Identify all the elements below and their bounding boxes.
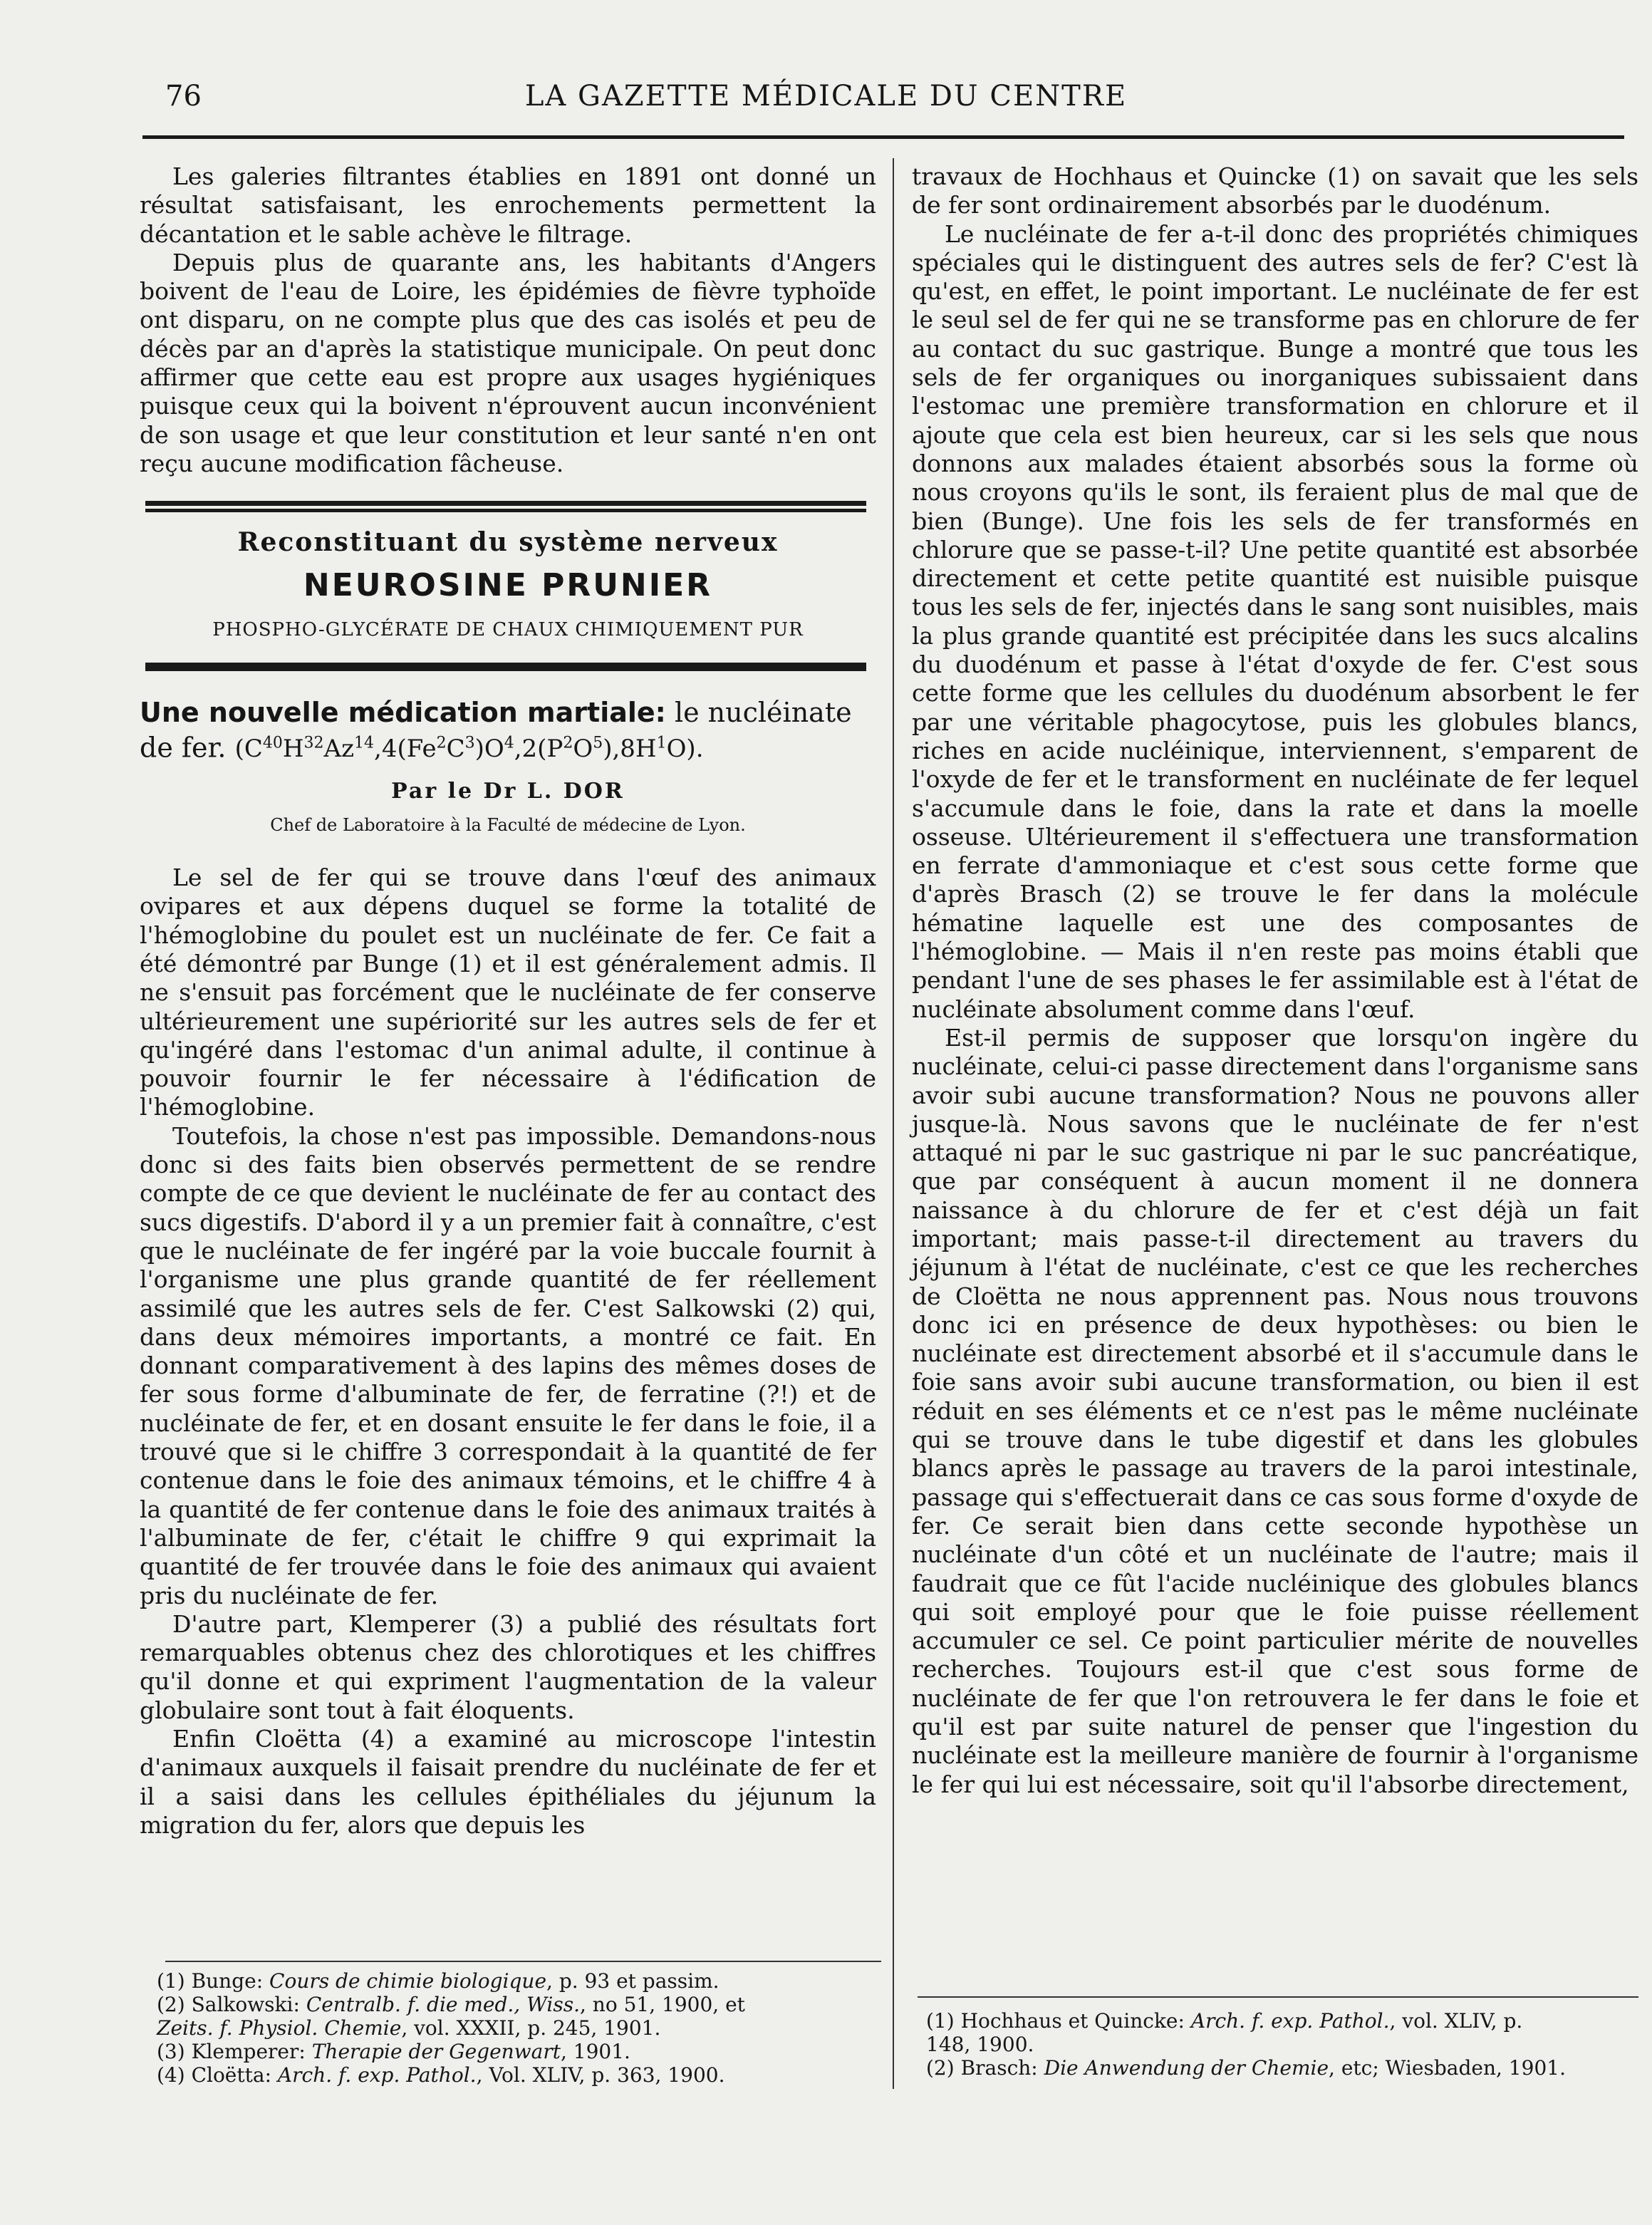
- formula-superscript: 2: [436, 735, 447, 753]
- article-paragraph: Est-il permis de supposer que lorsqu'on ingère du nucléinate, celui-ci passe directement dans l'organisme sans avoir subi aucune transformation? Nous ne pouvons aller jusque-là. Nous savons que le nucléinate de fer n'est attaqué ni par le suc gastrique ni par le suc pancréatique, que par conséquent à aucun moment il ne donnera naissance à du chlorure de fer et c'est déjà un fait important; mais passe-t-il directement au travers du jéjunum à l'état de nucléinate, c'est ce que les recherches de Cloëtta ne nous apprennent pas. Nous nous trouvons donc ici en présence de deux hypothèses: ou bien le nucléinate est directement absorbé et il s'accumule dans le foie sans avoir subi aucune transformation, ou bien il est réduit en ses éléments et ce n'est pas le même nucléinate qui se trouve dans le tube digestif et dans les globules blancs après le passage au travers de la paroi intestinale, passage qui s'effectuerait dans ce cas sous forme d'oxyde de fer. Ce serait bien dans cette seconde hypothèse un nucléinate d'un côté et un nucléinate de l'autre; mais il faudrait que ce fût l'acide nucléinique des globules blancs qui soit employé pour que le foie puisse réellement accumuler ce sel. Ce point particulier mérite de nouvelles recherches. Toujours est-il que c'est sous forme de nucléinate de fer que l'on retrouvera le fer dans le foie et qu'il est par suite naturel de penser que l'ingestion du nucléinate est la meilleure manière de fournir à l'organisme le fer qui lui est nécessaire, soit qu'il l'absorbe directement,: [912, 1023, 1638, 1798]
- article-paragraph: Le sel de fer qui se trouve dans l'œuf des animaux ovipares et aux dépens duquel se forme la totalité de l'hémoglobine du poulet est un nucléinate de fer. Ce fait a été démontré par Bunge (1) et il est généralement admis. Il ne s'ensuit pas forcément que le nucléinate de fer conserve ultérieurement une supériorité sur les autres sels de fer et qu'ingéré dans l'estomac d'un animal adulte, il continue à pouvoir fournir le fer nécessaire à l'édification de l'hémoglobine.: [140, 863, 876, 1121]
- formula-text: )O: [474, 735, 504, 764]
- header-rule: [142, 135, 1624, 139]
- right-column: [912, 162, 1638, 1799]
- formula-text: ,4(Fe: [374, 735, 437, 764]
- formula-superscript: 1: [656, 735, 667, 753]
- formula-superscript: 2: [563, 735, 573, 753]
- article-title-rest: le nucléinate de fer.: [140, 697, 852, 764]
- footnotes-right: [926, 2009, 1631, 2080]
- footnote: (3) Klemperer: Therapie der Gegenwart, 1901.: [157, 2040, 630, 2063]
- page-number: 76: [165, 80, 202, 113]
- author-affiliation: Chef de Laboratoire à la Faculté de médecine de Lyon.: [270, 814, 746, 835]
- formula-superscript: 40: [262, 735, 283, 753]
- ad-subtitle: PHOSPHO-GLYCÉRATE DE CHAUX CHIMIQUEMENT PUR: [212, 618, 804, 640]
- article-paragraph: Toutefois, la chose n'est pas impossible. Demandons-nous donc si des faits bien observés permettent de se rendre compte de ce que devient le nucléinate de fer au contact des sucs digestifs. D'abord il y a un premier fait à connaître, c'est que le nucléinate de fer ingéré par la voie buccale fournit à l'organisme une plus grande quantité de fer réellement assimilé que les autres sels de fer. C'est Salkowski (2) qui, dans deux mémoires importants, a montré ce fait. En donnant comparativement à des lapins des mêmes doses de fer sous forme d'albuminate de fer, de ferratine (?!) et de nucléinate de fer, et en dosant ensuite le fer dans le foie, il a trouvé que si le chiffre 3 correspondait à la quantité de fer contenue dans le foie des animaux témoins, et le chiffre 4 à la quantité de fer contenue dans le foie des animaux traités à l'albuminate de fer, c'était le chiffre 9 qui exprimait la quantité de fer trouvée dans le foie des animaux qui avaient pris du nucléinate de fer.: [140, 1121, 876, 1609]
- ad-bottom-rule: [145, 663, 866, 671]
- formula-superscript: 5: [593, 735, 603, 753]
- formula-text: ),8H: [603, 735, 657, 764]
- article-paragraph: Enfin Cloëtta (4) a examiné au microscope l'intestin d'animaux auxquels il faisait prendre du nucléinate de fer et il a saisi dans les cellules épithéliales du jéjunum la migration du fer, alors que depuis les: [140, 1724, 876, 1839]
- formula-superscript: 32: [303, 735, 324, 753]
- formula-text: C: [446, 735, 465, 764]
- article-paragraph: Le nucléinate de fer a-t-il donc des propriétés chimiques spéciales qui le distinguent des autres sels de fer? C'est là qu'est, en effet, le point important. Le nucléinate de fer est le seul sel de fer qui ne se transforme pas en chlorure de fer au contact du suc gastrique. Bunge a montré que tous les sels de fer organiques ou inorganiques subissaient dans l'estomac une première transformation en chlorure et il ajoute que cela est bien heureux, car si les sels que nous donnons aux malades étaient absorbés sous la forme où nous croyons qu'ils le sont, ils feraient plus de mal que de bien (Bunge). Une fois les sels de fer transformés en chlorure que se passe-t-il? Une petite quantité est absorbée directement et cette petite quantité est nuisible puisque tous les sels de fer, injectés dans le sang sont nuisibles, mais la plus grande quantité est précipitée dans les sucs alcalins du duodénum et passe à l'état d'oxyde de fer. C'est sous cette forme que les cellules du duodénum absorbent le fer par une véritable phagocytose, puis les globules blancs, riches en acide nucléinique, interviennent, s'emparent de l'oxyde de fer et le transforment en nucléinate de fer lequel s'accumule dans le foie, dans la rate et dans la moelle osseuse. Ultérieurement il s'effectuera une transformation en ferrate d'ammoniaque et c'est sous cette forme que d'après Brasch (2) se trouve le fer dans la molécule hématine laquelle est une des composantes de l'hémoglobine. — Mais il n'en reste pas moins établi que pendant l'une de ses phases le fer assimilable est à l'état de nucléinate absolument comme dans l'œuf.: [912, 219, 1638, 1023]
- footnote-rule-right: [918, 1996, 1638, 1998]
- formula-superscript: 14: [354, 735, 375, 753]
- formula-text: (C: [234, 735, 263, 764]
- ad-title: NEUROSINE PRUNIER: [303, 566, 713, 603]
- ad-top-rule: [145, 501, 866, 512]
- formula-text: O).: [666, 735, 704, 764]
- article-title: [140, 697, 876, 764]
- formula-superscript: 3: [464, 735, 475, 753]
- article-paragraph: travaux de Hochhaus et Quincke (1) on savait que les sels de fer sont ordinairement absorbés par le duodénum.: [912, 162, 1638, 219]
- column-divider: [893, 158, 894, 2089]
- formula-text: ,2(P: [514, 735, 563, 764]
- footnote: (4) Cloëtta: Arch. f. exp. Pathol., Vol. XLIV, p. 363, 1900.: [157, 2063, 725, 2087]
- footnote: (1) Bunge: Cours de chimie biologique, p. 93 et passim.: [157, 1969, 719, 1993]
- left-column: [140, 162, 876, 1840]
- formula-text: O: [573, 735, 593, 764]
- footnote: Zeits. f. Physiol. Chemie, vol. XXXII, p. 245, 1901.: [157, 2016, 661, 2040]
- article-title-bold: Une nouvelle médication martiale:: [140, 697, 666, 729]
- intro-paragraph: Depuis plus de quarante ans, les habitants d'Angers boivent de l'eau de Loire, les épidémies de fièvre typhoïde ont disparu, on ne compte plus que des cas isolés et peu de décès par an d'après la statistique municipale. On peut donc affirmer que cette eau est propre aux usages hygiéniques puisque ceux qui la boivent n'éprouvent aucun inconvénient de son usage et que leur constitution et leur santé n'en ont reçu aucune modification fâcheuse.: [140, 248, 876, 477]
- footnote: (2) Brasch: Die Anwendung der Chemie, etc; Wiesbaden, 1901.: [926, 2056, 1566, 2080]
- chemical-formula: [235, 735, 704, 763]
- footnotes-left: [157, 1969, 883, 2087]
- footnote-rule-left: [165, 1961, 881, 1962]
- formula-text: Az: [323, 735, 355, 764]
- formula-superscript: 4: [504, 735, 514, 753]
- footnote: 148, 1900.: [926, 2033, 1034, 2056]
- intro-paragraph: Les galeries filtrantes établies en 1891 ont donné un résultat satisfaisant, les enrochements permettent la décantation et le sable achève le filtrage.: [140, 162, 876, 248]
- byline: Par le Dr L. DOR: [391, 779, 625, 804]
- footnote: (1) Hochhaus et Quincke: Arch. f. exp. Pathol., vol. XLIV, p.: [926, 2009, 1523, 2033]
- running-title: LA GAZETTE MÉDICALE DU CENTRE: [524, 80, 1128, 113]
- ad-kicker: Reconstituant du système nerveux: [237, 527, 779, 558]
- formula-text: H: [282, 735, 304, 764]
- footnote: (2) Salkowski: Centralb. f. die med., Wiss., no 51, 1900, et: [157, 1993, 745, 2016]
- article-paragraph: D'autre part, Klemperer (3) a publié des résultats fort remarquables obtenus chez des chlorotiques et les chiffres qu'il donne et qui expriment l'augmentation de la valeur globulaire sont tout à fait éloquents.: [140, 1609, 876, 1724]
